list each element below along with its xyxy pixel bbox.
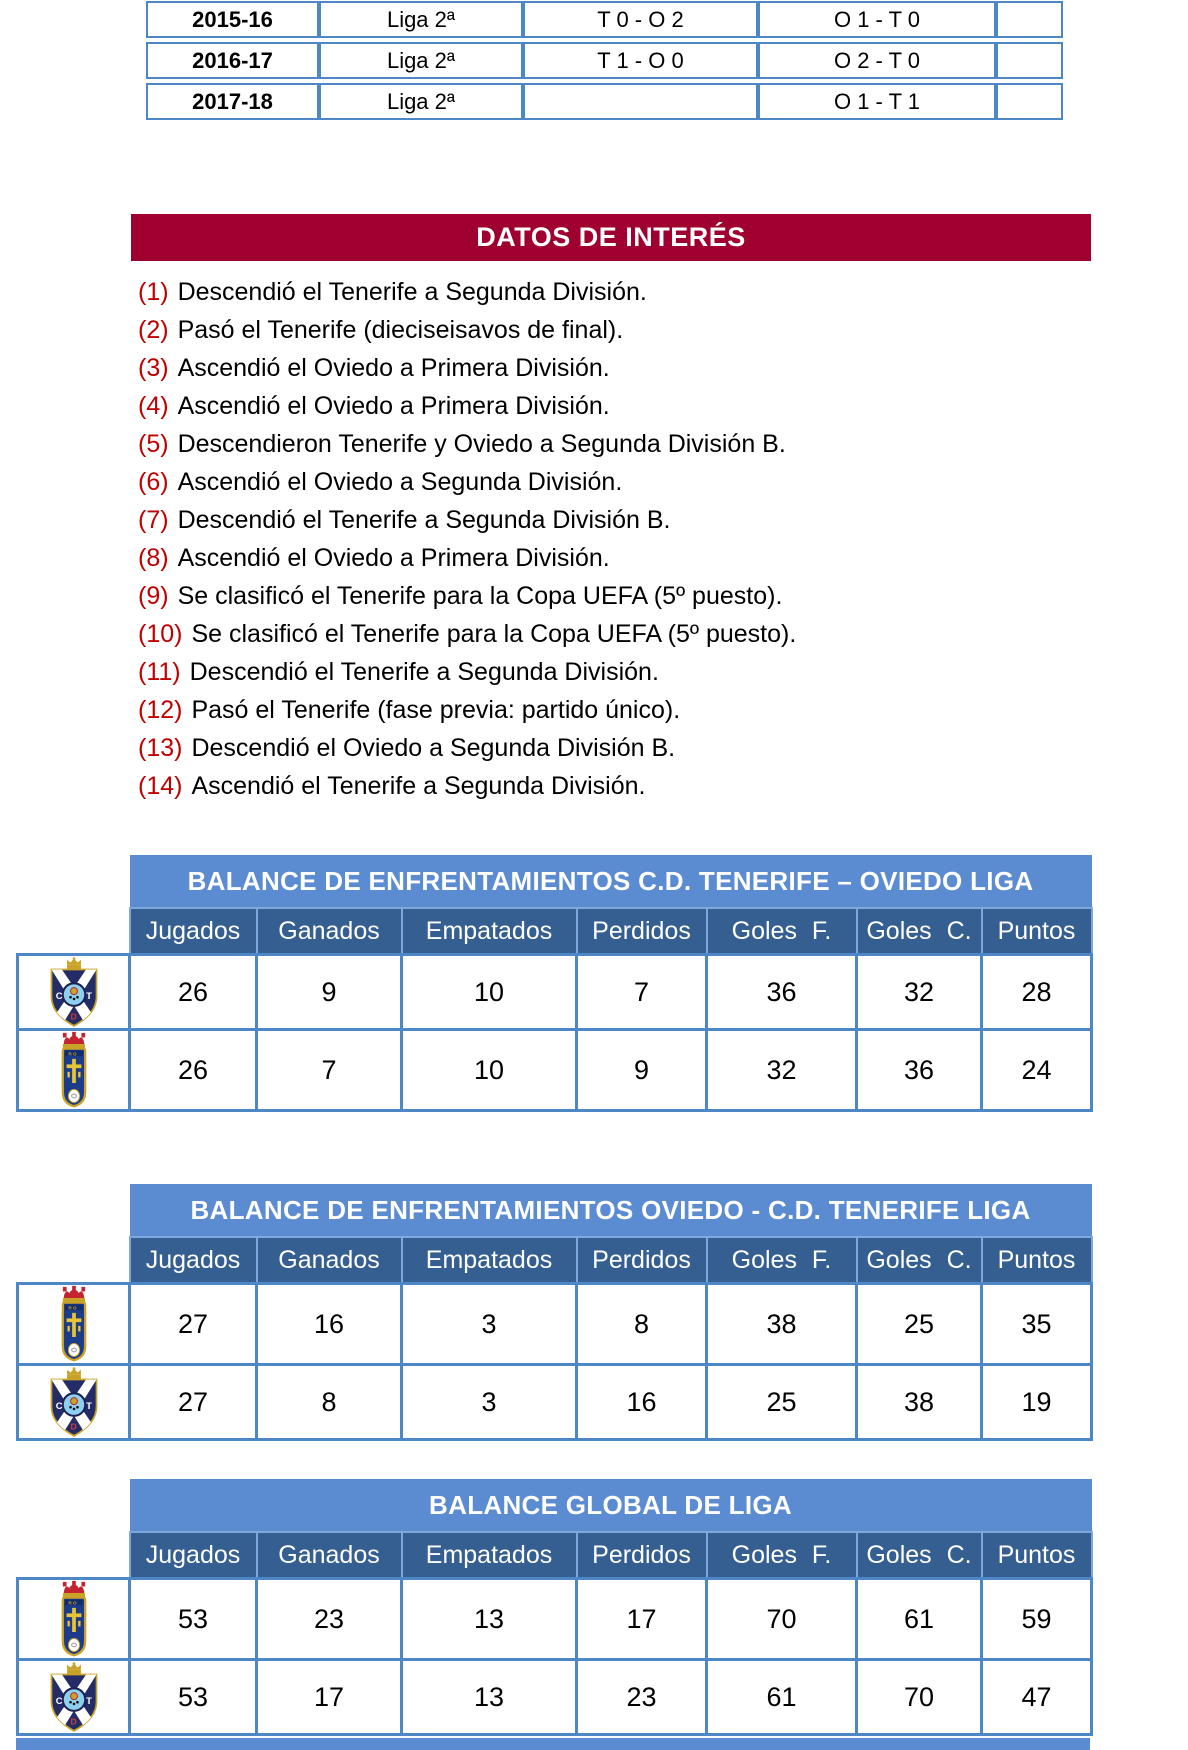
- note-item: [138, 767, 1188, 805]
- note-text: Pasó el Tenerife (fase previa: partido único).: [191, 696, 681, 724]
- note-number: (4): [138, 392, 169, 420]
- first-leg-score: [523, 83, 758, 120]
- balance-table-title: BALANCE DE ENFRENTAMIENTOS OVIEDO - C.D. TENERIFE LIGA: [130, 1184, 1092, 1237]
- team-crest-cell: [18, 1284, 130, 1365]
- column-header: Goles F.: [707, 908, 857, 955]
- section-title: DATOS DE INTERÉS: [476, 222, 746, 252]
- stat-cell: 16: [257, 1284, 402, 1365]
- stat-cell: 13: [402, 1579, 577, 1660]
- note-number: (2): [138, 316, 169, 344]
- column-header: Goles C.: [857, 1532, 982, 1579]
- spacer-cell: [18, 1237, 130, 1284]
- note-number: (1): [138, 278, 169, 306]
- notes-list: [138, 273, 1188, 805]
- note-text: Descendió el Oviedo a Segunda División B.: [191, 734, 676, 762]
- column-header: Jugados: [130, 1237, 257, 1284]
- note-number: (5): [138, 430, 169, 458]
- note-text: Descendieron Tenerife y Oviedo a Segunda División B.: [177, 430, 786, 458]
- stat-cell: 7: [257, 1030, 402, 1111]
- note-item: [138, 729, 1188, 767]
- table-row: [18, 955, 1092, 1030]
- spacer-cell: [18, 855, 130, 908]
- column-header: Puntos: [982, 1237, 1092, 1284]
- second-leg-score: O 1 - T 1: [758, 83, 996, 120]
- oviedo-crest-icon: [55, 1031, 93, 1109]
- competition-cell: Liga 2ª: [319, 42, 523, 79]
- column-header: Puntos: [982, 908, 1092, 955]
- note-number: (14): [138, 772, 183, 800]
- table-row: [18, 1284, 1092, 1365]
- column-header: Goles F.: [707, 1532, 857, 1579]
- stat-cell: 47: [982, 1660, 1092, 1735]
- stat-cell: 23: [257, 1579, 402, 1660]
- note-number: (7): [138, 506, 169, 534]
- note-cell: [996, 83, 1063, 120]
- note-text: Se clasificó el Tenerife para la Copa UEFA (5º puesto).: [177, 582, 783, 610]
- stat-cell: 53: [130, 1579, 257, 1660]
- column-header: Goles C.: [857, 1237, 982, 1284]
- note-number: (12): [138, 696, 183, 724]
- stat-cell: 16: [577, 1365, 707, 1440]
- stat-cell: 28: [982, 955, 1092, 1030]
- team-crest-cell: [18, 955, 130, 1030]
- stat-cell: 26: [130, 1030, 257, 1111]
- stat-cell: 10: [402, 955, 577, 1030]
- table-row: [146, 83, 1063, 120]
- note-item: [138, 653, 1188, 691]
- second-leg-score: O 1 - T 0: [758, 1, 996, 38]
- note-text: Ascendió el Oviedo a Primera División.: [177, 354, 610, 382]
- spacer-cell: [18, 1479, 130, 1532]
- team-crest-cell: [18, 1365, 130, 1440]
- note-item: [138, 501, 1188, 539]
- column-header: Puntos: [982, 1532, 1092, 1579]
- column-header: Perdidos: [577, 908, 707, 955]
- column-header: Ganados: [257, 1532, 402, 1579]
- note-text: Descendió el Tenerife a Segunda División.: [189, 658, 659, 686]
- note-number: (8): [138, 544, 169, 572]
- table-row: [18, 1365, 1092, 1440]
- competition-cell: Liga 2ª: [319, 1, 523, 38]
- stat-cell: 9: [257, 955, 402, 1030]
- note-item: [138, 425, 1188, 463]
- note-number: (11): [138, 658, 181, 686]
- table-row: [18, 1030, 1092, 1111]
- stat-cell: 38: [857, 1365, 982, 1440]
- stat-cell: 36: [707, 955, 857, 1030]
- note-item: [138, 539, 1188, 577]
- stat-cell: 32: [857, 955, 982, 1030]
- stat-cell: 38: [707, 1284, 857, 1365]
- table-row: [146, 42, 1063, 79]
- stat-cell: 25: [707, 1365, 857, 1440]
- balance-table-title: BALANCE GLOBAL DE LIGA: [130, 1479, 1092, 1532]
- stat-cell: 35: [982, 1284, 1092, 1365]
- spacer-cell: [18, 1184, 130, 1237]
- note-text: Ascendió el Oviedo a Primera División.: [177, 392, 610, 420]
- note-item: [138, 349, 1188, 387]
- note-item: [138, 387, 1188, 425]
- note-text: Pasó el Tenerife (dieciseisavos de final).: [177, 316, 624, 344]
- note-number: (9): [138, 582, 169, 610]
- stat-cell: 8: [257, 1365, 402, 1440]
- column-header: Jugados: [130, 1532, 257, 1579]
- note-number: (3): [138, 354, 169, 382]
- note-number: (10): [138, 620, 183, 648]
- stat-cell: 24: [982, 1030, 1092, 1111]
- column-header: Empatados: [402, 908, 577, 955]
- note-item: [138, 691, 1188, 729]
- season-cell: 2015-16: [146, 1, 319, 38]
- spacer-cell: [18, 908, 130, 955]
- team-crest-cell: [18, 1030, 130, 1111]
- column-header: Perdidos: [577, 1532, 707, 1579]
- note-text: Descendió el Tenerife a Segunda División B.: [177, 506, 671, 534]
- oviedo-crest-icon: [55, 1285, 93, 1363]
- column-header: Goles C.: [857, 908, 982, 955]
- tenerife-crest-icon: [48, 956, 100, 1028]
- note-item: [138, 311, 1188, 349]
- first-leg-score: T 0 - O 2: [523, 1, 758, 38]
- stat-cell: 17: [577, 1579, 707, 1660]
- oviedo-crest-icon: [55, 1580, 93, 1658]
- balance-table-global: [16, 1479, 1093, 1736]
- note-cell: [996, 1, 1063, 38]
- season-results-table: [146, 0, 1063, 124]
- stat-cell: 7: [577, 955, 707, 1030]
- note-text: Se clasificó el Tenerife para la Copa UEFA (5º puesto).: [191, 620, 797, 648]
- note-text: Ascendió el Oviedo a Segunda División.: [177, 468, 623, 496]
- note-text: Descendió el Tenerife a Segunda División.: [177, 278, 647, 306]
- stat-cell: 10: [402, 1030, 577, 1111]
- stat-cell: 17: [257, 1660, 402, 1735]
- stat-cell: 27: [130, 1365, 257, 1440]
- note-item: [138, 463, 1188, 501]
- section-title-bar: [131, 214, 1091, 261]
- table-bottom-edge: [16, 1738, 1090, 1750]
- stat-cell: 32: [707, 1030, 857, 1111]
- table-row: [18, 1579, 1092, 1660]
- column-header: Ganados: [257, 908, 402, 955]
- table-row: [18, 1660, 1092, 1735]
- competition-cell: Liga 2ª: [319, 83, 523, 120]
- note-cell: [996, 42, 1063, 79]
- column-header: Goles F.: [707, 1237, 857, 1284]
- tenerife-crest-icon: [48, 1366, 100, 1438]
- column-header: Empatados: [402, 1532, 577, 1579]
- stat-cell: 61: [707, 1660, 857, 1735]
- stat-cell: 26: [130, 955, 257, 1030]
- column-header: Perdidos: [577, 1237, 707, 1284]
- column-header: Jugados: [130, 908, 257, 955]
- note-number: (13): [138, 734, 183, 762]
- note-number: (6): [138, 468, 169, 496]
- stat-cell: 59: [982, 1579, 1092, 1660]
- stat-cell: 25: [857, 1284, 982, 1365]
- season-cell: 2017-18: [146, 83, 319, 120]
- second-leg-score: O 2 - T 0: [758, 42, 996, 79]
- stat-cell: 19: [982, 1365, 1092, 1440]
- tenerife-crest-icon: [48, 1661, 100, 1733]
- note-item: [138, 273, 1188, 311]
- table-row: [146, 1, 1063, 38]
- team-crest-cell: [18, 1660, 130, 1735]
- spacer-cell: [18, 1532, 130, 1579]
- stat-cell: 61: [857, 1579, 982, 1660]
- stat-cell: 70: [707, 1579, 857, 1660]
- note-text: Ascendió el Tenerife a Segunda División.: [191, 772, 646, 800]
- stat-cell: 3: [402, 1284, 577, 1365]
- team-crest-cell: [18, 1579, 130, 1660]
- note-text: Ascendió el Oviedo a Primera División.: [177, 544, 610, 572]
- stat-cell: 27: [130, 1284, 257, 1365]
- stat-cell: 53: [130, 1660, 257, 1735]
- stat-cell: 9: [577, 1030, 707, 1111]
- season-cell: 2016-17: [146, 42, 319, 79]
- stat-cell: 3: [402, 1365, 577, 1440]
- first-leg-score: T 1 - O 0: [523, 42, 758, 79]
- stat-cell: 36: [857, 1030, 982, 1111]
- balance-table-title: BALANCE DE ENFRENTAMIENTOS C.D. TENERIFE – OVIEDO LIGA: [130, 855, 1092, 908]
- stat-cell: 23: [577, 1660, 707, 1735]
- note-item: [138, 615, 1188, 653]
- balance-table-tenerife-oviedo: [16, 855, 1093, 1112]
- column-header: Ganados: [257, 1237, 402, 1284]
- note-item: [138, 577, 1188, 615]
- balance-table-oviedo-tenerife: [16, 1184, 1093, 1441]
- column-header: Empatados: [402, 1237, 577, 1284]
- stat-cell: 70: [857, 1660, 982, 1735]
- stat-cell: 8: [577, 1284, 707, 1365]
- stat-cell: 13: [402, 1660, 577, 1735]
